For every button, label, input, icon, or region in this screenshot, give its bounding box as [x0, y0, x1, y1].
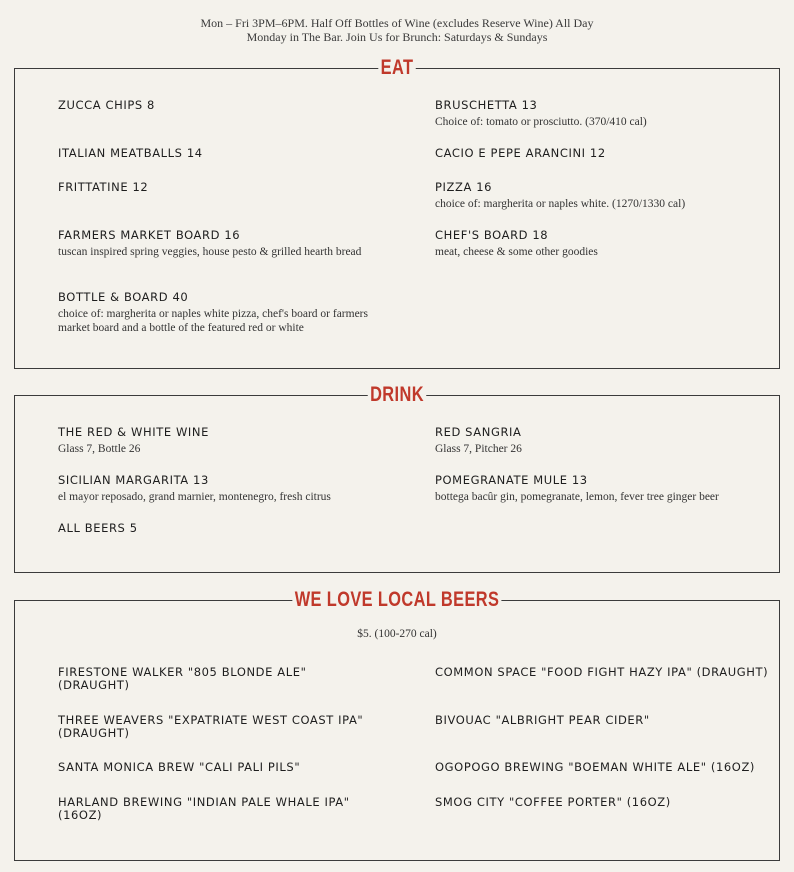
item-name: SMOG CITY "COFFEE PORTER" (16OZ) — [435, 795, 671, 809]
item-description: choice of: margherita or naples white. (1270/1330 cal) — [435, 198, 686, 210]
menu-item — [58, 522, 368, 535]
item-name: FARMERS MARKET BOARD 16 — [58, 228, 241, 242]
menu-item — [435, 147, 775, 160]
beer-item — [58, 761, 368, 774]
item-name: HARLAND BREWING "INDIAN PALE WHALE IPA" (16OZ) — [58, 795, 350, 822]
item-description: choice of: margherita or naples white pizza, chef's board or farmers market board and a bottle of the featured red or white — [58, 308, 368, 334]
item-description: Choice of: tomato or prosciutto. (370/410 cal) — [435, 116, 647, 128]
menu-item — [58, 181, 368, 194]
hours-line-1: Mon – Fri 3PM–6PM. Half Off Bottles of Wine (excludes Reserve Wine) All Day — [200, 16, 594, 30]
item-name: ZUCCA CHIPS 8 — [58, 98, 155, 112]
drink-section — [14, 383, 780, 573]
item-name: ITALIAN MEATBALLS 14 — [58, 146, 203, 160]
menu-item — [435, 229, 775, 259]
local-beers-section — [14, 588, 780, 861]
hours-notice — [0, 16, 794, 44]
item-name: RED SANGRIA — [435, 425, 522, 439]
menu-item — [58, 426, 368, 456]
item-name: BIVOUAC "ALBRIGHT PEAR CIDER" — [435, 713, 650, 727]
item-name: CHEF'S BOARD 18 — [435, 228, 549, 242]
item-name: FRITTATINE 12 — [58, 180, 149, 194]
item-description: tuscan inspired spring veggies, house pesto & grilled hearth bread — [58, 246, 362, 258]
menu-item — [58, 474, 368, 504]
item-description: Glass 7, Pitcher 26 — [435, 443, 522, 455]
item-name: ALL BEERS 5 — [58, 521, 138, 535]
beer-item — [58, 666, 368, 692]
beer-item — [435, 761, 775, 774]
local-beers-title: WE LOVE LOCAL BEERS — [292, 588, 501, 612]
item-description: Glass 7, Bottle 26 — [58, 443, 141, 455]
menu-item — [58, 99, 368, 112]
item-name: BRUSCHETTA 13 — [435, 98, 538, 112]
item-name: BOTTLE & BOARD 40 — [58, 290, 189, 304]
menu-item — [435, 99, 775, 129]
item-name: COMMON SPACE "FOOD FIGHT HAZY IPA" (DRAUGHT) — [435, 665, 769, 679]
menu-item — [435, 426, 775, 456]
menu-item — [58, 291, 368, 335]
menu-item — [58, 229, 368, 259]
menu-item — [435, 474, 775, 504]
item-name: SICILIAN MARGARITA 13 — [58, 473, 209, 487]
item-name: OGOPOGO BREWING "BOEMAN WHITE ALE" (16OZ) — [435, 760, 756, 774]
item-name: PIZZA 16 — [435, 180, 493, 194]
menu-item — [435, 181, 775, 211]
beer-item — [435, 714, 775, 727]
item-name: CACIO E PEPE ARANCINI 12 — [435, 146, 606, 160]
item-description: bottega bacûr gin, pomegranate, lemon, fever tree ginger beer — [435, 491, 719, 503]
hours-line-2: Monday in The Bar. Join Us for Brunch: Saturdays & Sundays — [246, 30, 548, 44]
drink-title: DRINK — [368, 383, 427, 407]
item-name: FIRESTONE WALKER "805 BLONDE ALE" (DRAUGHT) — [58, 665, 307, 692]
item-description: meat, cheese & some other goodies — [435, 246, 598, 258]
beer-item — [435, 796, 775, 809]
item-name: THE RED & WHITE WINE — [58, 425, 209, 439]
beer-item — [58, 796, 368, 822]
item-name: THREE WEAVERS "EXPATRIATE WEST COAST IPA" (DRAUGHT) — [58, 713, 364, 740]
menu-item — [58, 147, 368, 160]
eat-section — [14, 56, 780, 369]
item-name: SANTA MONICA BREW "CALI PALI PILS" — [58, 760, 301, 774]
beer-item — [435, 666, 775, 679]
beers-price-note: $5. (100-270 cal) — [357, 628, 437, 640]
item-description: el mayor reposado, grand marnier, montenegro, fresh citrus — [58, 491, 331, 503]
eat-title: EAT — [378, 56, 415, 80]
beer-item — [58, 714, 368, 740]
item-name: POMEGRANATE MULE 13 — [435, 473, 588, 487]
